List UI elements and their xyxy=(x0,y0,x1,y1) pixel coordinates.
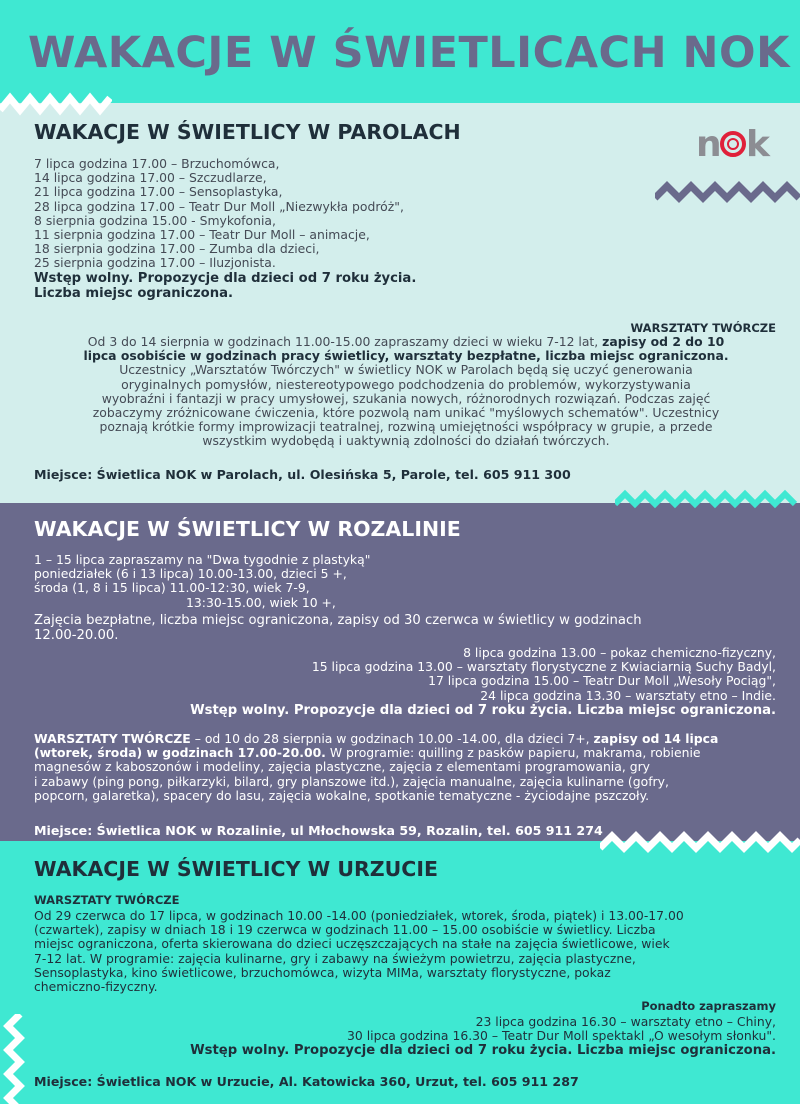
rozalin-heading: WAKACJE W ŚWIETLICY W ROZALINIE xyxy=(34,517,461,541)
nok-logo xyxy=(696,121,776,161)
ws-line: poznają krótkie formy improwizacji teatralnej, rozwiną umiejętności współpracy w grupie, a przede xyxy=(99,419,713,435)
rozalin-intro xyxy=(34,553,370,610)
ws-line: Sensoplastyka, kino świetlicowe, brzuchomówca, wizyta MIMa, warsztaty florystyczne, pokaz xyxy=(34,964,611,980)
page-title: WAKACJE W ŚWIETLICACH NOK xyxy=(28,28,790,78)
urzut-heading: WAKACJE W ŚWIETLICY W URZUCIE xyxy=(34,857,438,881)
ws-line: wszystkim wydobędą i uaktywnią zdolności do działań twórczych. xyxy=(202,433,610,449)
rozalin-note: Wstęp wolny. Propozycje dla dzieci od 7 roku życia. Liczba miejsc ograniczona. xyxy=(190,702,776,718)
list-item: 14 lipca godzina 17.00 – Szczudlarze, xyxy=(34,170,267,186)
list-item: 8 sierpnia godzina 15.00 - Smykofonia, xyxy=(34,212,276,228)
list-item: 1 – 15 lipca zapraszamy na "Dwa tygodnie z plastyką" xyxy=(34,552,371,567)
rozalin-place: Miejsce: Świetlica NOK w Rozalinie, ul Młochowska 59, Rozalin, tel. 605 911 274 xyxy=(34,823,603,838)
section-rozalin xyxy=(0,503,800,841)
rozalin-free xyxy=(34,613,642,643)
section-urzut xyxy=(0,841,800,1104)
parole-note: Wstęp wolny. Propozycje dla dzieci od 7 roku życia. xyxy=(34,270,417,286)
svg-text:n: n xyxy=(696,124,722,161)
list-item: 30 lipca godzina 16.30 – Teatr Dur Moll spektakl „O wesołym słonku". xyxy=(347,1028,776,1044)
parole-workshops-text xyxy=(34,335,778,449)
list-item: 13:30-15.00, wiek 10 +, xyxy=(186,594,336,610)
list-item: poniedziałek (6 i 13 lipca) 10.00-13.00, dzieci 5 +, xyxy=(34,566,347,582)
header-banner xyxy=(0,0,800,103)
list-item: 23 lipca godzina 16.30 – warsztaty etno – Chiny, xyxy=(475,1014,776,1029)
list-item: środa (1, 8 i 15 lipca) 11.00-12:30, wiek 7-9, xyxy=(34,580,310,596)
list-item: 28 lipca godzina 17.00 – Teatr Dur Moll „Niezwykła podróż", xyxy=(34,198,404,214)
zigzag-teal-rozalin-top xyxy=(615,488,800,512)
parole-events xyxy=(34,157,416,301)
ws-signup: zapisy od 2 do 10 xyxy=(602,334,725,349)
parole-note-2: Liczba miejsc ograniczona. xyxy=(34,285,233,301)
ws-line: chemiczno-fizyczny. xyxy=(34,979,158,995)
ws-signup: zapisy od 14 lipca xyxy=(593,731,719,746)
ws-line: lipca osobiście w godzinach pracy świetlicy, warsztaty bezpłatne, liczba miejsc ograniczona. xyxy=(83,348,729,364)
rozalin-events xyxy=(190,646,776,718)
zigzag-white-rozalin-bottom xyxy=(600,830,800,858)
svg-text:k: k xyxy=(746,124,770,161)
ws-line: 7-12 lat. W programie: zajęcia kulinarne, gry i zabawy na świeżym powietrzu, zajęcia plastyczne, xyxy=(34,950,636,966)
section-parole xyxy=(0,103,800,503)
list-item: 21 lipca godzina 17.00 – Sensoplastyka, xyxy=(34,184,283,200)
urzut-more-title: Ponadto zapraszamy xyxy=(641,999,776,1013)
parole-heading: WAKACJE W ŚWIETLICY W PAROLACH xyxy=(34,120,461,144)
ws-line: zobaczymy zróżnicowane ćwiczenia, które pozwolą nam unikać "myślowych schematów". Uczestnicy xyxy=(92,405,720,421)
list-item: 25 sierpnia godzina 17.00 – Iluzjonista. xyxy=(34,255,276,271)
text-line: 12.00-20.00. xyxy=(34,628,119,643)
ws-text: Od 3 do 14 sierpnia w godzinach 11.00-15.00 zapraszamy dzieci w wieku 7-12 lat, xyxy=(87,334,603,349)
ws-line: Od 29 czerwca do 17 lipca, w godzinach 10.00 -14.00 (poniedziałek, wtorek, środa, piątek) i 13.00-17.00 xyxy=(34,908,684,923)
ws-text: W programie: quilling z pasków papieru, makrama, robienie xyxy=(325,745,701,761)
text-line: Zajęcia bezpłatne, liczba miejsc ograniczona, zapisy od 30 czerwca w świetlicy w godzinach xyxy=(34,613,642,628)
urzut-events xyxy=(190,1015,776,1058)
list-item: 24 lipca godzina 13.30 – warsztaty etno – Indie. xyxy=(480,687,776,703)
ws-line: Uczestnicy „Warsztatów Twórczych" w świetlicy NOK w Parolach będą się uczyć generowania xyxy=(119,362,693,378)
rozalin-workshops xyxy=(34,732,718,803)
list-item: 18 sierpnia godzina 17.00 – Zumba dla dzieci, xyxy=(34,241,320,257)
urzut-workshops-text xyxy=(34,909,684,994)
ws-line: magnesów z kaboszonów i modeliny, zajęcia plastyczne, zajęcia z elementami programowania, gry xyxy=(34,759,651,775)
zigzag-purple-parole xyxy=(655,178,800,206)
list-item: 17 lipca godzina 15.00 – Teatr Dur Moll „Wesoły Pociąg", xyxy=(428,673,776,689)
parole-place: Miejsce: Świetlica NOK w Parolach, ul. Olesińska 5, Parole, tel. 605 911 300 xyxy=(34,467,571,482)
zigzag-white-topleft xyxy=(0,91,112,117)
list-item: 7 lipca godzina 17.00 – Brzuchomówca, xyxy=(34,156,280,171)
ws-line: popcorn, galaretka), spacery do lasu, zajęcia wokalne, spotkanie tematyczne - życiodajne pszczoły. xyxy=(34,787,650,803)
urzut-workshops-title: WARSZTATY TWÓRCZE xyxy=(34,893,180,907)
ws-line: oryginalnych pomysłów, niestereotypowego podchodzenia do problemów, wykorzystywania xyxy=(121,376,691,392)
zigzag-white-urzut-left xyxy=(0,1014,28,1104)
urzut-place: Miejsce: Świetlica NOK w Urzucie, Al. Katowicka 360, Urzut, tel. 605 911 287 xyxy=(34,1074,579,1089)
ws-line: miejsc ograniczona, oferta skierowana do dzieci uczęszczających na stałe na zajęcia świetlicowe, wiek xyxy=(34,936,670,952)
list-item: 8 lipca godzina 13.00 – pokaz chemiczno-fizyczny, xyxy=(463,645,776,660)
list-item: 15 lipca godzina 13.00 – warsztaty florystyczne z Kwiaciarnią Suchy Badyl, xyxy=(311,659,776,675)
ws-line: i zabawy (ping pong, piłkarzyki, bilard, gry planszowe itd.), zajęcia manualne, zajęcia kulinarne (gofry, xyxy=(34,773,669,789)
urzut-note: Wstęp wolny. Propozycje dla dzieci od 7 roku życia. Liczba miejsc ograniczona. xyxy=(190,1043,776,1059)
parole-workshops-title: WARSZTATY TWÓRCZE xyxy=(630,321,776,335)
ws-line: wyobraźni i fantazji w pracy umysłowej, szukania nowych, różnorodnych rozwiązań. Podczas zajęć xyxy=(101,390,711,406)
ws-line: (czwartek), zapisy w dniach 18 i 19 czerwca w godzinach 11.00 – 15.00 osobiście w świetlicy. Liczba xyxy=(34,922,656,938)
ws-hours: (wtorek, środa) w godzinach 17.00-20.00. xyxy=(34,745,326,761)
ws-text: – od 10 do 28 sierpnia w godzinach 10.00 -14.00, dla dzieci 7+, xyxy=(190,731,594,746)
list-item: 11 sierpnia godzina 17.00 – Teatr Dur Moll – animacje, xyxy=(34,227,370,243)
ws-title: WARSZTATY TWÓRCZE xyxy=(34,731,191,746)
